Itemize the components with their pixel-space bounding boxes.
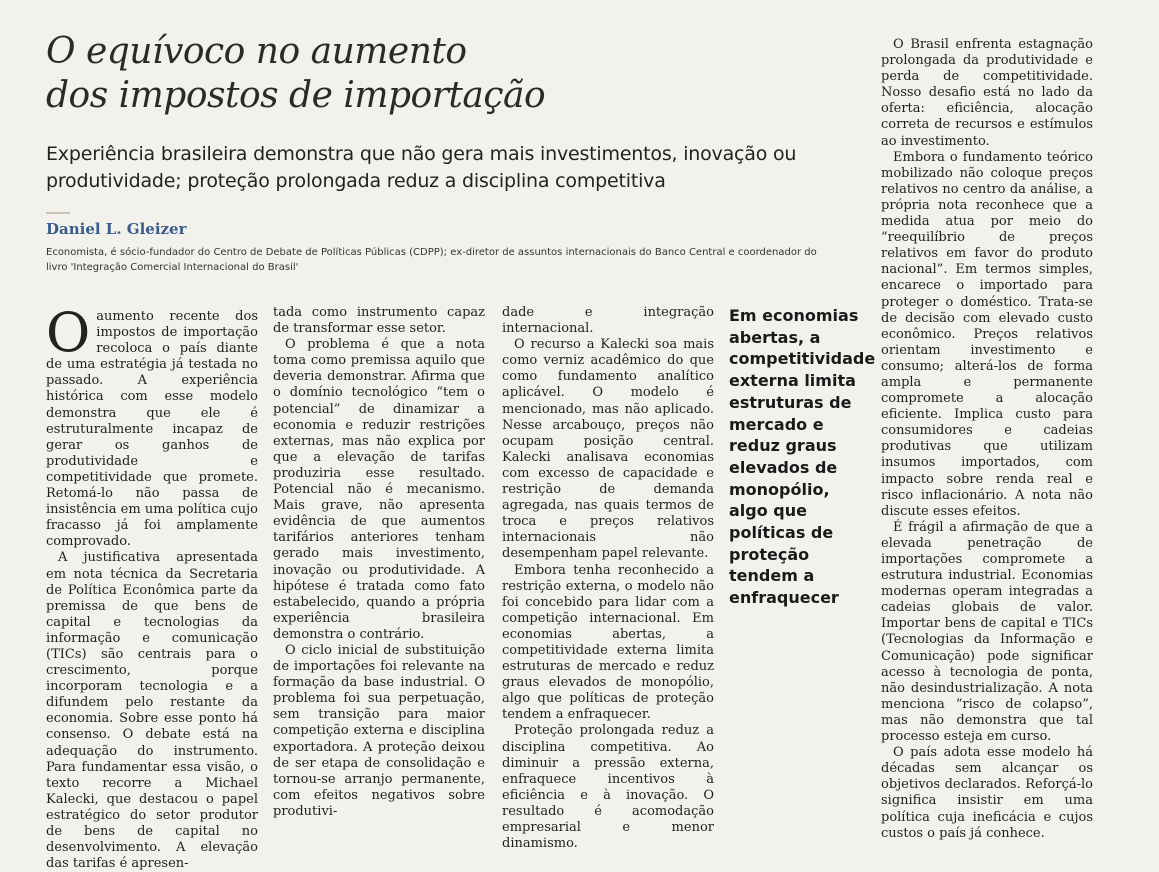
paragraph: O recurso a Kalecki soa mais como verniz acadêmico do que como fundamento analítico aplicável. O modelo é mencionado, mas não aplicado. Nesse arcabouço, preços não ocupam posição central. Kalecki analisava economias com excesso de capacidade e restrição de demanda agregada, nas quais termos de troca e preços relativos internacionais não desempenham papel relevante. [502,337,714,562]
paragraph: tada como instrumento capaz de transformar esse setor. [273,305,485,337]
title-line-2: dos impostos de importação [46,75,546,116]
author-name: Daniel L. Gleizer [46,220,187,238]
text-column-1 [46,301,258,872]
drop-cap: O [46,301,91,364]
paragraph: O ciclo inicial de substituição de importações foi relevante na formação da base industrial. O problema foi sua perpetuação, sem transição para maior competição externa e disciplina exportadora. A proteção deixou de ser etapa de consolidação e tornou-se arranjo permanente, com efeitos negativos sobre produtivi- [273,642,485,819]
paragraph: O Brasil enfrenta estagnação prolongada da produtividade e perda de competitividade. Nosso desafio está no lado da oferta: eficiência, alocação correta de recursos e estímulos ao investimento. [881,37,1093,149]
paragraph: O país adota esse modelo há décadas sem alcançar os objetivos declarados. Reforçá-lo significa insistir em uma política cuja ineficácia e cujos custos o país já conhece. [881,745,1093,841]
article-subtitle: Experiência brasileira demonstra que não gera mais investimentos, inovação ou produtividade; proteção prolongada reduz a disciplina competitiva [46,143,797,192]
paragraph: Proteção prolongada reduz a disciplina competitiva. Ao diminuir a pressão externa, enfraquece incentivos à eficiência e à inovação. O resultado é acomodação empresarial e menor dinamismo. [502,723,714,852]
paragraph: O problema é que a nota toma como premissa aquilo que deveria demonstrar. Afirma que o domínio tecnológico “tem o potencial” de dinamizar a economia e reduzir restrições externas, mas não explica por que a elevação de tarifas produziria esse resultado. Potencial não é mecanismo. Mais grave, não apresenta evidência de que aumentos tarifários anteriores tenham gerado mais investimento, inovação ou produtividade. A hipótese é tratada como fato estabelecido, quando a própria experiência brasileira demonstra o contrário. [273,337,485,642]
paragraph [46,301,258,550]
text-column-3 [502,305,714,852]
title-line-1: O equívoco no aumento [46,31,467,72]
article-title [46,30,746,118]
paragraph: Embora tenha reconhecido a restrição externa, o modelo não foi concebido para lidar com a competição internacional. Em economias abertas, a competitividade externa limita estruturas de mercado e reduz graus elevados de monopólio, algo que políticas de proteção tendem a enfraquecer. [502,562,714,723]
pull-quote: Em economias abertas, a competitividade externa limita estruturas de mercado e reduz graus elevados de monopólio, algo que políticas de proteção tendem a enfraquecer [729,306,876,608]
byline-rule [46,212,70,214]
paragraph: Embora o fundamento teórico mobilizado não coloque preços relativos no centro da análise, a própria nota reconhece que a medida atua por meio do “reequilíbrio de preços relativos em favor do produto nacional”. Em termos simples, encarece o importado para proteger o doméstico. Trata-se de decisão com elevado custo econômico. Preços relativos orientam investimento e consumo; alterá-los de forma ampla e permanente compromete a alocação eficiente. Implica custo para consumidores e cadeias produtivas que utilizam insumos importados, com impacto sobre renda real e risco inflacionário. A nota não discute esses efeitos. [881,149,1093,519]
paragraph: É frágil a afirmação de que a elevada penetração de importações compromete a estrutura industrial. Economias modernas operam integradas a cadeias globais de valor. Importar bens de capital e TICs (Tecnologias da Informação e Comunicação) pode significar acesso à tecnologia de ponta, não desindustrialização. A nota menciona “risco de colapso”, mas não demonstra que tal processo esteja em curso. [881,519,1093,745]
text-column-5 [881,37,1093,842]
author-bio: Economista, é sócio-fundador do Centro de Debate de Políticas Públicas (CDPP); ex-diretor de assuntos internacionais do Banco Central e coordenador do livro 'Integração Comercial Internacional do Brasil' [46,247,817,273]
paragraph: dade e integração internacional. [502,305,714,337]
paragraph-text: aumento recente dos impostos de importação recoloca o país diante de uma estratégia já testada no passado. A experiência histórica com esse modelo demonstra que ele é estruturalmente incapaz de gerar os ganhos de produtividade e competitividade que promete. Retomá-lo não passa de insistência em uma política cujo fracasso já foi amplamente comprovado. [46,309,258,550]
text-column-2 [273,305,485,820]
paragraph: A justificativa apresentada em nota técnica da Secretaria de Política Econômica parte da premissa de que bens de capital e tecnologias da informação e comunicação (TICs) são centrais para o crescimento, porque incorporam tecnologia e a difundem pelo restante da economia. Sobre esse ponto há consenso. O debate está na adequação do instrumento. Para fundamentar essa visão, o texto recorre a Michael Kalecki, que destacou o papel estratégico do setor produtor de bens de capital no desenvolvimento. A elevação das tarifas é apresen- [46,550,258,872]
